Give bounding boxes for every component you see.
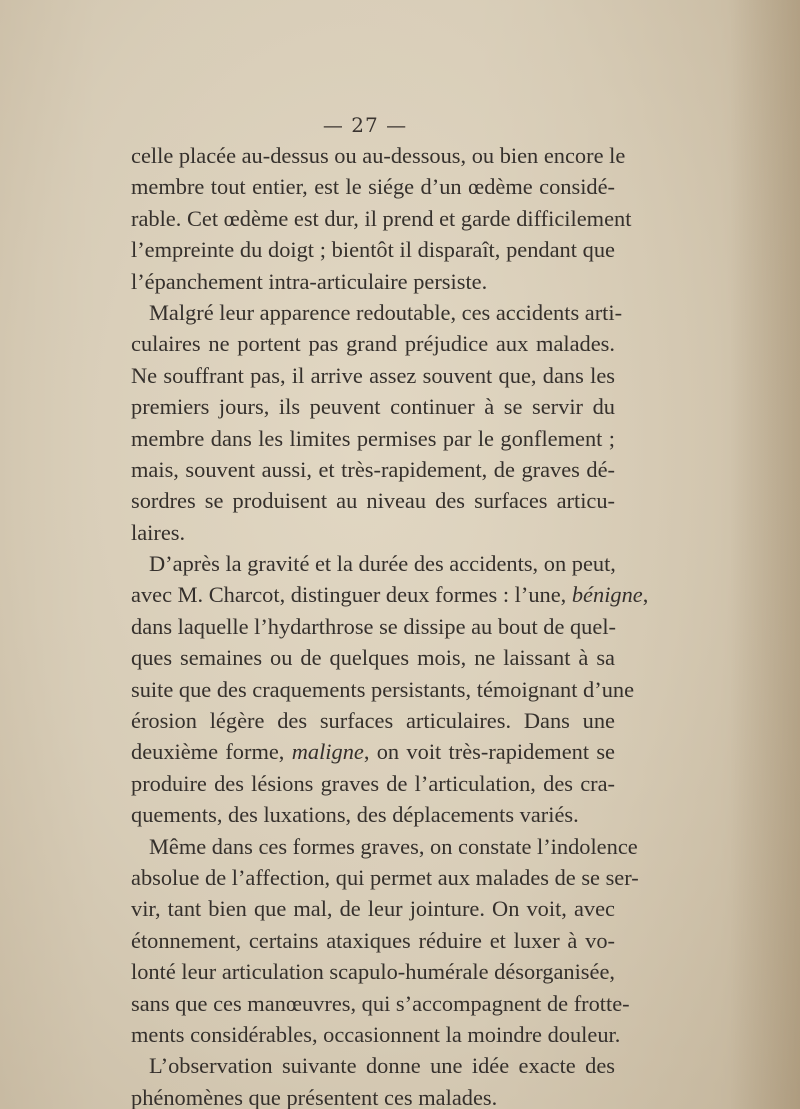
text-line: produire des lésions graves de l’articulation, des cra- — [131, 770, 615, 796]
text-line: sordres se produisent au niveau des surfaces articu- — [131, 488, 615, 514]
text-line: suite que des craquements persistants, témoignant d’une — [131, 676, 635, 702]
text-line: Même dans ces formes graves, on constate l’indolence — [149, 833, 638, 859]
text-line: l’empreinte du doigt ; bientôt il disparaît, pendant que — [131, 237, 615, 263]
text-line: deuxième forme, maligne, on voit très-rapidement se — [131, 739, 615, 765]
text-line: mais, souvent aussi, et très-rapidement, de graves dé- — [131, 456, 615, 482]
text-line: étonnement, certains ataxiques réduire et luxer à vo- — [131, 927, 615, 953]
text-line: ques semaines ou de quelques mois, ne laissant à sa — [131, 645, 615, 671]
text-line: dans laquelle l’hydarthrose se dissipe au bout de quel- — [131, 613, 616, 639]
text-line: D’après la gravité et la durée des accidents, on peut, — [149, 551, 616, 577]
text-line: celle placée au-dessus ou au-dessous, ou bien encore le — [131, 143, 626, 168]
italic-term: bénigne — [571, 582, 643, 608]
text-line: quements, des luxations, des déplacements variés. — [131, 802, 579, 828]
body-text — [131, 140, 649, 1109]
text-line: premiers jours, ils peuvent continuer à se servir du — [131, 394, 615, 420]
text-line: membre tout entier, est le siége d’un œdème considé- — [131, 174, 615, 200]
text-line: ments considérables, occasionnent la moindre douleur. — [131, 1021, 621, 1047]
italic-term: maligne — [291, 739, 364, 765]
text-line: sans que ces manœuvres, qui s’accompagnent de frotte- — [131, 990, 630, 1016]
text-line: L’observation suivante donne une idée exacte des — [149, 1053, 615, 1079]
page-number: — 27 — — [322, 113, 408, 137]
page-edge-shadow — [730, 0, 800, 1109]
text-line: Ne souffrant pas, il arrive assez souvent que, dans les — [131, 362, 615, 388]
text-line: culaires ne portent pas grand préjudice aux malades. — [131, 331, 615, 357]
text-line: phénomènes que présentent ces malades. — [131, 1084, 498, 1109]
text-line: Malgré leur apparence redoutable, ces accidents arti- — [149, 299, 623, 325]
text-line: érosion légère des surfaces articulaires. Dans une — [131, 708, 615, 734]
text-line: vir, tant bien que mal, de leur jointure. On voit, avec — [131, 896, 615, 922]
text-line: laires. — [131, 519, 186, 545]
text-line: rable. Cet œdème est dur, il prend et garde difficilement — [131, 205, 632, 231]
text-line: absolue de l’affection, qui permet aux malades de se ser- — [131, 864, 639, 890]
text-line: l’épanchement intra-articulaire persiste. — [131, 268, 488, 294]
text-line: avec M. Charcot, distinguer deux formes : l’une, bénigne, — [131, 582, 649, 608]
text-line: membre dans les limites permises par le gonflement ; — [131, 425, 615, 451]
text-line: lonté leur articulation scapulo-humérale désorganisée, — [131, 959, 615, 985]
